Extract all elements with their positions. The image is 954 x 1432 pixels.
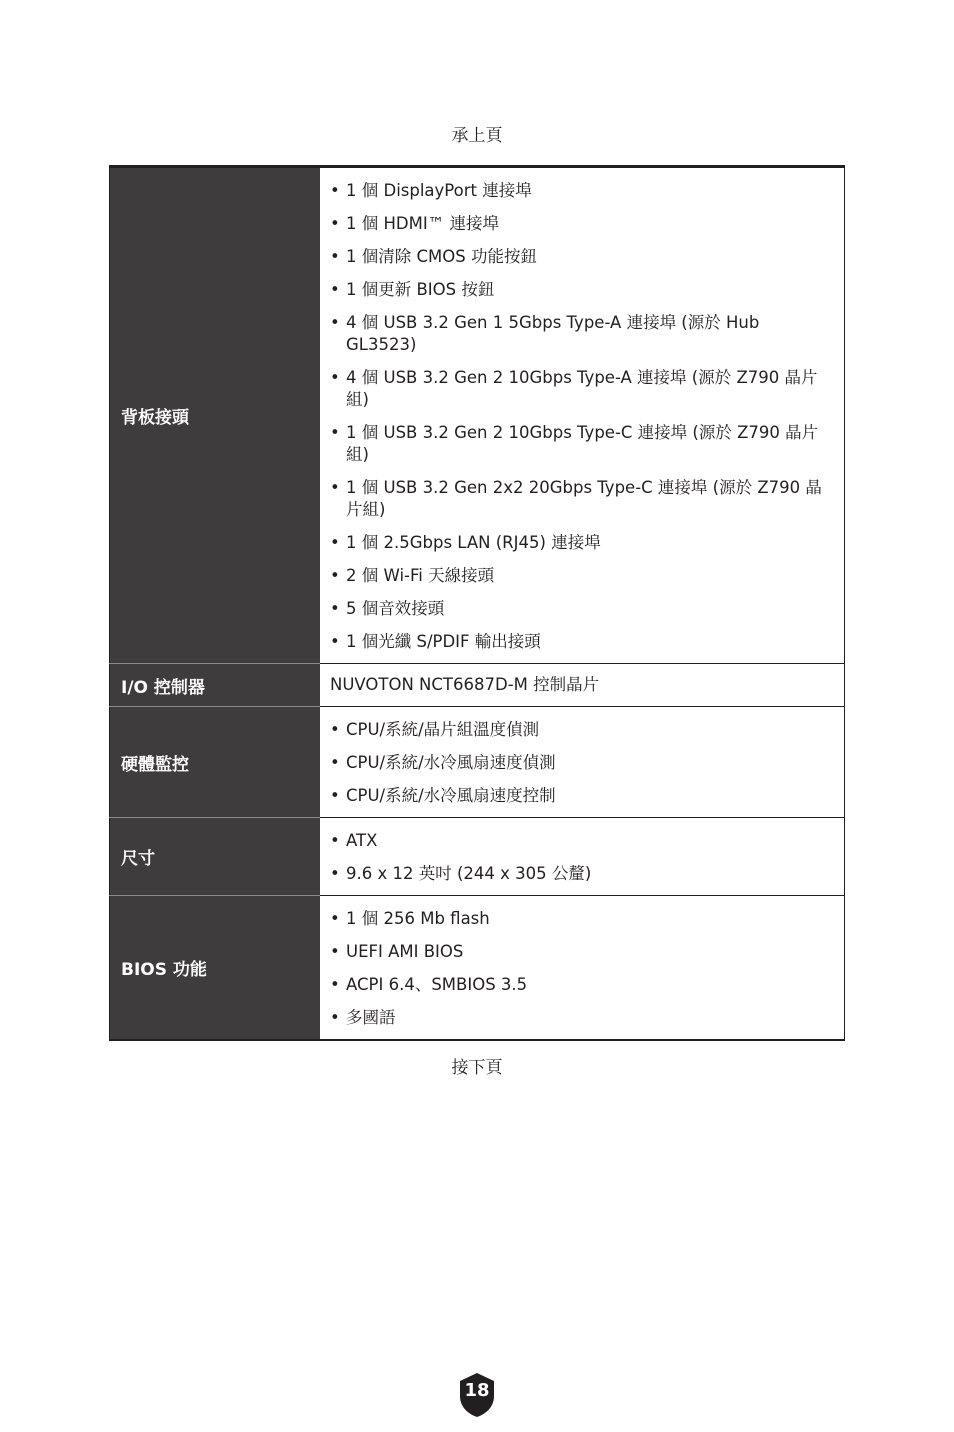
dimensions-list xyxy=(330,830,832,885)
row-label-bios: BIOS 功能 xyxy=(110,896,321,1041)
spec-table xyxy=(109,165,845,1041)
list-item: • 1 個 2.5Gbps LAN (RJ45) 連接埠 xyxy=(330,532,832,554)
table-row-back-panel xyxy=(110,167,845,664)
row-label-hw-monitor: 硬體監控 xyxy=(110,707,321,818)
list-item: • 1 個 DisplayPort 連接埠 xyxy=(330,180,832,202)
list-item: • CPU/系統/晶片組溫度偵測 xyxy=(330,719,832,741)
page-number: 18 xyxy=(464,1380,490,1401)
table-row-hw-monitor xyxy=(110,707,845,818)
row-value-bios xyxy=(320,896,845,1041)
table-row-io-controller xyxy=(110,664,845,707)
list-item: • 1 個 256 Mb flash xyxy=(330,908,832,930)
list-item: • 5 個音效接頭 xyxy=(330,598,832,620)
list-item: • 1 個更新 BIOS 按鈕 xyxy=(330,279,832,301)
list-item: • CPU/系統/水冷風扇速度控制 xyxy=(330,785,832,807)
list-item: • CPU/系統/水冷風扇速度偵測 xyxy=(330,752,832,774)
row-value-dimensions xyxy=(320,818,845,896)
list-item: • 1 個 HDMI™ 連接埠 xyxy=(330,213,832,235)
list-item: • 9.6 x 12 英吋 (244 x 305 公釐) xyxy=(330,863,832,885)
row-value-back-panel xyxy=(320,167,845,664)
list-item: • 多國語 xyxy=(330,1007,832,1029)
list-item: • UEFI AMI BIOS xyxy=(330,941,832,963)
list-item: • 4 個 USB 3.2 Gen 1 5Gbps Type-A 連接埠 (源於 Hub GL3523) xyxy=(330,312,832,356)
list-item: • ACPI 6.4、SMBIOS 3.5 xyxy=(330,974,832,996)
row-value-hw-monitor xyxy=(320,707,845,818)
list-item: • 1 個清除 CMOS 功能按鈕 xyxy=(330,246,832,268)
table-row-bios xyxy=(110,896,845,1041)
hw-monitor-list xyxy=(330,719,832,807)
io-controller-value: NUVOTON NCT6687D-M 控制晶片 xyxy=(330,675,600,694)
list-item: • 2 個 Wi-Fi 天線接頭 xyxy=(330,565,832,587)
list-item: • 4 個 USB 3.2 Gen 2 10Gbps Type-A 連接埠 (源於 Z790 晶片組) xyxy=(330,367,832,411)
continued-on-next: 接下頁 xyxy=(451,1058,503,1078)
list-item: • 1 個光纖 S/PDIF 輸出接頭 xyxy=(330,631,832,653)
list-item: • 1 個 USB 3.2 Gen 2 10Gbps Type-C 連接埠 (源於 Z790 晶片組) xyxy=(330,422,832,466)
list-item: • 1 個 USB 3.2 Gen 2x2 20Gbps Type-C 連接埠 (源於 Z790 晶片組) xyxy=(330,477,832,521)
table-row-dimensions xyxy=(110,818,845,896)
list-item: • ATX xyxy=(330,830,832,852)
continued-from-previous: 承上頁 xyxy=(451,126,503,146)
row-label-io-controller: I/O 控制器 xyxy=(110,664,321,707)
row-label-dimensions: 尺寸 xyxy=(110,818,321,896)
row-label-back-panel: 背板接頭 xyxy=(110,167,321,664)
row-value-io-controller xyxy=(320,664,845,707)
bios-list xyxy=(330,908,832,1029)
back-panel-list xyxy=(330,180,832,653)
